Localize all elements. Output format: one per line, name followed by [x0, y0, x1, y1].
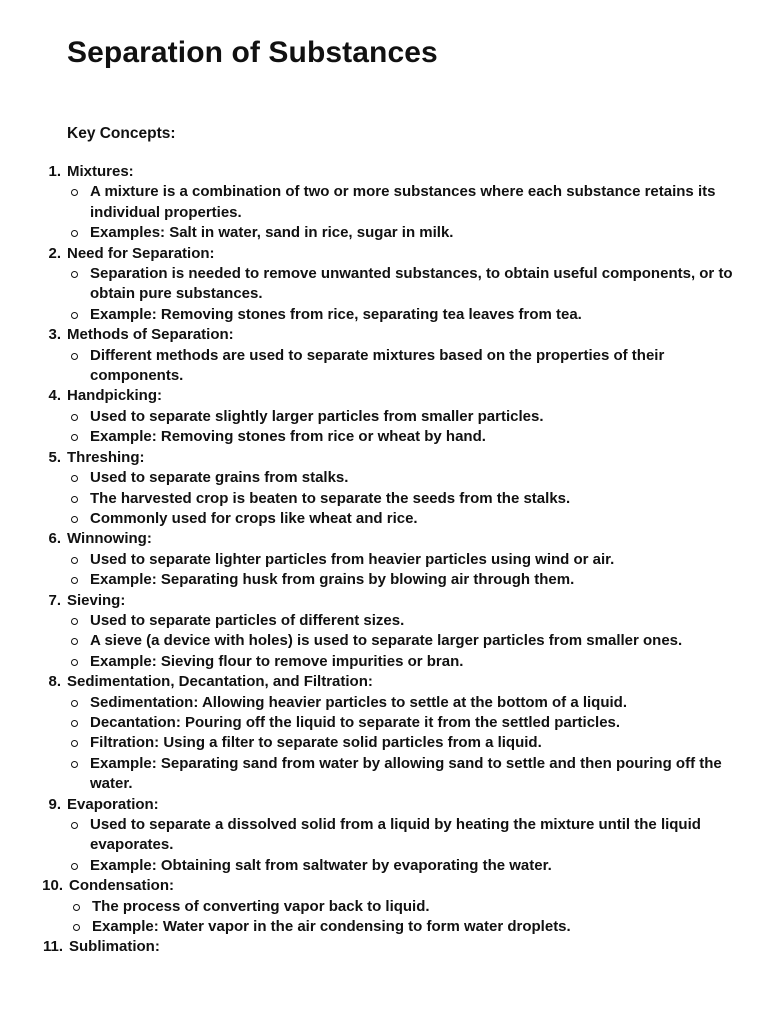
sub-item-text: Sedimentation: Allowing heavier particles to settle at the bottom of a liquid. [90, 693, 628, 711]
sub-list-item [67, 611, 768, 631]
hollow-circle-bullet-icon [71, 496, 78, 503]
hollow-circle-bullet-icon [71, 516, 78, 523]
item-number: 1. [48, 163, 61, 180]
item-label: Sieving: [67, 591, 126, 609]
list-item [0, 672, 768, 794]
item-label: Need for Separation: [67, 244, 215, 262]
sub-item-text: Used to separate particles of different sizes. [90, 611, 405, 629]
hollow-circle-bullet-icon [71, 659, 78, 666]
sub-item-text: The process of converting vapor back to liquid. [92, 897, 430, 915]
item-label: Handpicking: [67, 387, 163, 405]
hollow-circle-bullet-icon [71, 618, 78, 625]
sub-list-item [67, 489, 768, 509]
sub-item-text: Used to separate lighter particles from heavier particles using wind or air. [90, 550, 615, 568]
sub-list-item [67, 754, 768, 795]
hollow-circle-bullet-icon [73, 904, 80, 911]
item-number: 2. [48, 244, 61, 262]
sub-list-item [67, 550, 768, 570]
sub-item-text: Different methods are used to separate mixtures based on the properties of their components. [90, 346, 665, 385]
sub-item-text: A mixture is a combination of two or more substances where each substance retains its individual properties. [90, 183, 716, 221]
item-label: Sedimentation, Decantation, and Filtration: [67, 673, 373, 691]
item-label: Threshing: [67, 448, 145, 466]
item-number: 4. [48, 387, 61, 405]
hollow-circle-bullet-icon [71, 434, 78, 441]
sub-list-item [67, 856, 768, 876]
sub-list-item [69, 897, 768, 917]
sub-item-text: Examples: Salt in water, sand in rice, sugar in milk. [90, 224, 454, 242]
sub-list-item [67, 815, 768, 856]
list-item [0, 244, 768, 326]
sub-item-text: Example: Obtaining salt from saltwater by evaporating the water. [90, 856, 552, 874]
item-number: 5. [48, 448, 61, 466]
item-number: 3. [48, 326, 61, 344]
sub-list [67, 346, 768, 387]
hollow-circle-bullet-icon [71, 863, 78, 870]
sub-item-text: Separation is needed to remove unwanted substances, to obtain useful components, or to obtain pure substances. [90, 265, 733, 303]
sub-item-text: Example: Separating husk from grains by blowing air through them. [90, 571, 575, 589]
list-item [0, 448, 768, 530]
key-concepts-heading: Key Concepts: [67, 125, 176, 142]
list-item [0, 876, 768, 937]
sub-item-text: Used to separate a dissolved solid from a liquid by heating the mixture until the liquid evaporates. [90, 816, 701, 854]
sub-item-text: Decantation: Pouring off the liquid to separate it from the settled particles. [90, 713, 621, 731]
hollow-circle-bullet-icon [71, 638, 78, 645]
hollow-circle-bullet-icon [71, 761, 78, 768]
sub-list-item [67, 223, 768, 243]
item-number: 6. [48, 530, 61, 548]
sub-list-item [67, 427, 768, 447]
hollow-circle-bullet-icon [71, 414, 78, 421]
sub-list-item [67, 264, 768, 305]
hollow-circle-bullet-icon [71, 720, 78, 727]
sub-list [67, 264, 768, 325]
sub-list [67, 407, 768, 448]
item-number: 10. [42, 877, 63, 895]
list-item [0, 529, 768, 590]
hollow-circle-bullet-icon [71, 475, 78, 482]
page-title: Separation of Substances [67, 36, 438, 69]
item-label: Mixtures: [67, 163, 134, 180]
list-item [0, 386, 768, 447]
sub-list-item [67, 305, 768, 325]
sub-list-item [67, 407, 768, 427]
sub-list-item [67, 652, 768, 672]
sub-item-text: A sieve (a device with holes) is used to separate larger particles from smaller ones. [90, 632, 683, 650]
sub-item-text: Example: Removing stones from rice or wheat by hand. [90, 428, 486, 446]
list-item [0, 162, 768, 244]
sub-list [69, 897, 768, 938]
sub-item-text: Filtration: Using a filter to separate solid particles from a liquid. [90, 734, 542, 752]
item-label: Winnowing: [67, 530, 152, 548]
hollow-circle-bullet-icon [71, 312, 78, 319]
sub-list-item [67, 733, 768, 753]
sub-list-item [67, 346, 768, 387]
sub-item-text: Example: Removing stones from rice, separating tea leaves from tea. [90, 305, 582, 323]
sub-list-item [67, 631, 768, 651]
item-label: Condensation: [69, 877, 174, 895]
sub-list-item [67, 182, 768, 223]
list-item [0, 325, 768, 386]
item-number: 9. [48, 795, 61, 813]
hollow-circle-bullet-icon [71, 700, 78, 707]
sub-list-item [67, 509, 768, 529]
sub-item-text: Used to separate slightly larger particles from smaller particles. [90, 407, 544, 425]
hollow-circle-bullet-icon [71, 353, 78, 360]
sub-list-item [67, 570, 768, 590]
sub-list-item [67, 468, 768, 488]
hollow-circle-bullet-icon [71, 740, 78, 747]
sub-list [67, 611, 768, 672]
list-item [0, 937, 768, 957]
sub-list [67, 550, 768, 591]
hollow-circle-bullet-icon [71, 557, 78, 564]
sub-list-item [67, 693, 768, 713]
sub-list [67, 182, 768, 243]
sub-list-item [69, 917, 768, 937]
sub-item-text: Example: Sieving flour to remove impurities or bran. [90, 652, 464, 670]
sub-item-text: Example: Separating sand from water by allowing sand to settle and then pouring off the water. [90, 754, 722, 793]
sub-list [67, 815, 768, 876]
sub-item-text: Commonly used for crops like wheat and rice. [90, 509, 418, 527]
sub-list [67, 468, 768, 529]
item-label: Evaporation: [67, 795, 159, 813]
list-item [0, 795, 768, 877]
item-label: Sublimation: [69, 938, 160, 956]
sub-list [67, 693, 768, 795]
sub-item-text: Used to separate grains from stalks. [90, 469, 349, 487]
item-number: 11. [42, 938, 63, 956]
list-item [0, 591, 768, 673]
hollow-circle-bullet-icon [71, 230, 78, 237]
hollow-circle-bullet-icon [71, 577, 78, 584]
hollow-circle-bullet-icon [71, 271, 78, 278]
sub-item-text: Example: Water vapor in the air condensing to form water droplets. [92, 918, 571, 936]
item-label: Methods of Separation: [67, 326, 234, 344]
hollow-circle-bullet-icon [71, 822, 78, 829]
hollow-circle-bullet-icon [73, 924, 80, 931]
item-number: 8. [48, 673, 61, 691]
sub-item-text: The harvested crop is beaten to separate the seeds from the stalks. [90, 489, 571, 507]
hollow-circle-bullet-icon [71, 189, 78, 196]
concept-list [0, 162, 768, 958]
item-number: 7. [48, 591, 61, 609]
sub-list-item [67, 713, 768, 733]
